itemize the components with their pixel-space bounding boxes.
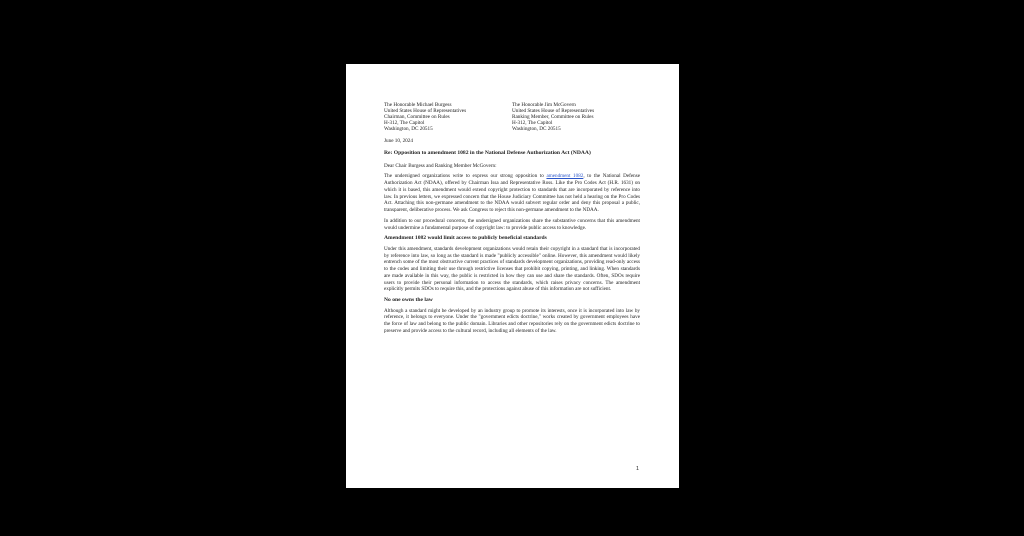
letter-date: June 10, 2024 — [384, 138, 413, 145]
intro-paragraph — [384, 173, 640, 214]
document-page — [346, 64, 679, 488]
letter-body — [384, 102, 640, 335]
intro-text-end: , to the National Defense Authorization Act (NDAA), offered by Chairman Issa and Representative Ross. Like the Pro Codes Act (H.R. 1631) on which it is based, this amendment would extend copyright protection to standards that are incorporated by reference into law. In previous letters, we expressed concern that the House Judiciary Committee has not held a hearing on the Pro Codes Act. Attaching this non-germane amendment to the NDAA would subvert regular order and deny this proposal a public, transparent, deliberative process. We ask Congress to reject this non-germane amendment to the NDAA. — [384, 173, 640, 213]
addressee-role: Chairman, Committee on Rules — [384, 114, 450, 121]
salutation: Dear Chair Burgess and Ranking Member McGovern: — [384, 163, 497, 170]
paragraph-3: Under this amendment, standards development organizations would retain their copyright in a standard that is incorporated by reference into law, so long as the standard is made "publicly accessible" online. However, this amendment would likely entrench some of the most obstructive current practices of standards development organizations, providing read-only access to the codes and limiting their use through restrictive licenses that prohibit copying, printing, and linking. When standards are made available in this way, the public is restricted in how they can use and share the standards. Often, SDOs require users to provide their personal information to access the standards, which raises privacy concerns. The amendment explicitly permits SDOs to require this, and the protections against abuse of this information are not sufficient. — [384, 245, 640, 293]
addressee-role: Ranking Member, Committee on Rules — [512, 114, 594, 121]
subject-line: Re: Opposition to amendment 1082 in the National Defense Authorization Act (NDAA) — [384, 149, 591, 156]
addressee-org: United States House of Representatives — [384, 108, 467, 115]
addressee-office: H-312, The Capitol — [384, 120, 425, 127]
addressee-chair — [384, 102, 512, 132]
section-heading-law: No one owns the law — [384, 297, 433, 304]
amendment-link[interactable]: amendment 1082 — [546, 173, 584, 180]
addressee-office: H-312, The Capitol — [512, 120, 553, 127]
paragraph-4: Although a standard might be developed by an industry group to promote its interests, once it is incorporated into law by reference, it belongs to everyone. Under the "government edicts doctrine," works created by government employees have the force of law and belong to the public domain. Libraries and other repositories rely on the government edicts doctrine to preserve and provide access to the cultural record, including all elements of the law. — [384, 307, 640, 334]
page-number: 1 — [636, 466, 639, 472]
intro-text-start: The undersigned organizations write to express our strong opposition to — [384, 173, 547, 180]
addressee-city: Washington, DC 20515 — [384, 126, 433, 133]
addressee-city: Washington, DC 20515 — [512, 126, 561, 133]
addressee-ranking-member — [512, 102, 640, 132]
addressee-name: The Honorable Jim McGovern — [512, 102, 576, 108]
paragraph-2: In addition to our procedural concerns, the undersigned organizations share the substantive concerns that this amendment would undermine a fundamental purpose of copyright law: to provide public access to knowledge. — [384, 217, 640, 231]
addressee-org: United States House of Representatives — [512, 108, 595, 115]
addressee-block — [384, 102, 640, 132]
addressee-name: The Honorable Michael Burgess — [384, 102, 452, 108]
section-heading-access: Amendment 1082 would limit access to publicly beneficial standards — [384, 235, 547, 242]
